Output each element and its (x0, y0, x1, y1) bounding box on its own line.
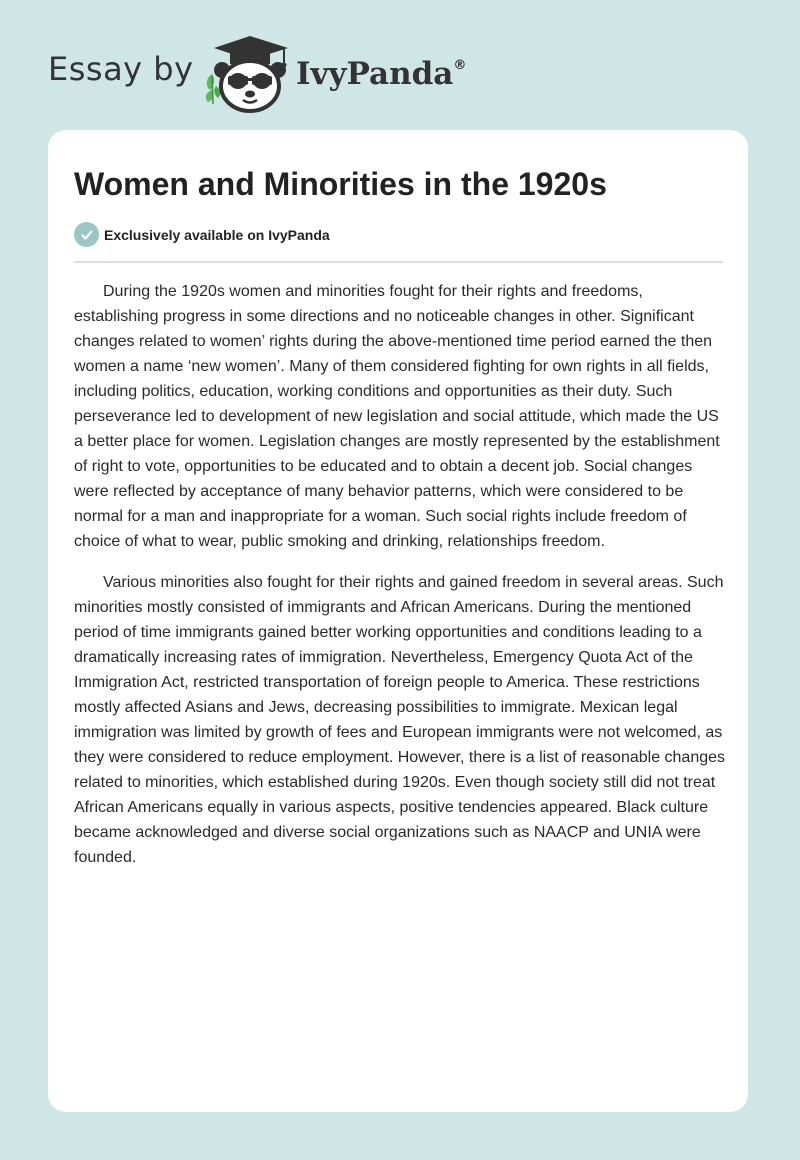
paragraph: During the 1920s women and minorities fought for their rights and freedoms, establishing progress in some directions and no noticeable changes in other. Significant changes related to women’ rights during the above-mentioned time period earned the then women a name ‘new women’. Many of them considered fighting for own rights in all fields, including politics, education, working conditions and opportunities as their duty. Such perseverance led to development of new legislation and social attitude, which made the US a better place for women. Legislation changes are mostly represented by the establishment of right to vote, opportunities to be educated and to obtain a decent job. Social changes were reflected by acceptance of many behavior patterns, which were considered to be normal for a man and inappropriate for a woman. Such social rights include freedom of choice of what to wear, public smoking and drinking, relationships freedom. (74, 283, 720, 550)
ivy-leaf-icon (206, 74, 220, 104)
exclusive-badge (74, 222, 330, 247)
essay-by-label: Essay by (48, 50, 194, 88)
essay-body (74, 279, 726, 886)
panda-graduate-icon (214, 61, 286, 111)
registered-mark: ® (453, 57, 467, 73)
page-title: Women and Minorities in the 1920s (74, 166, 607, 202)
essay-card (48, 130, 748, 1112)
divider (74, 261, 723, 263)
site-header (0, 0, 800, 130)
ivypanda-logo[interactable] (200, 34, 300, 114)
badge-text: Exclusively available on IvyPanda (104, 226, 330, 243)
check-circle-icon (74, 222, 99, 247)
paragraph: Various minorities also fought for their rights and gained freedom in several areas. Such minorities mostly consisted of immigrants and African Americans. During the mentioned period of time immigrants gained better working opportunities and conditions leading to a dramatically increasing rates of immigration. Nevertheless, Emergency Quota Act of the Immigration Act, restricted transportation of foreign people to America. These restrictions mostly affected Asians and Jews, decreasing possibilities to immigrate. Mexican legal immigration was limited by growth of fees and European immigrants were not welcomed, as they were considered to reduce employment. However, there is a list of reasonable changes related to minorities, which established during 1920s. Even though society still did not treat African Americans equally in various aspects, positive tendencies appeared. Black culture became acknowledged and diverse social organizations such as NAACP and UNIA were founded. (74, 574, 726, 866)
brand-name[interactable] (296, 56, 466, 92)
brand-text: IvyPanda (296, 56, 454, 92)
